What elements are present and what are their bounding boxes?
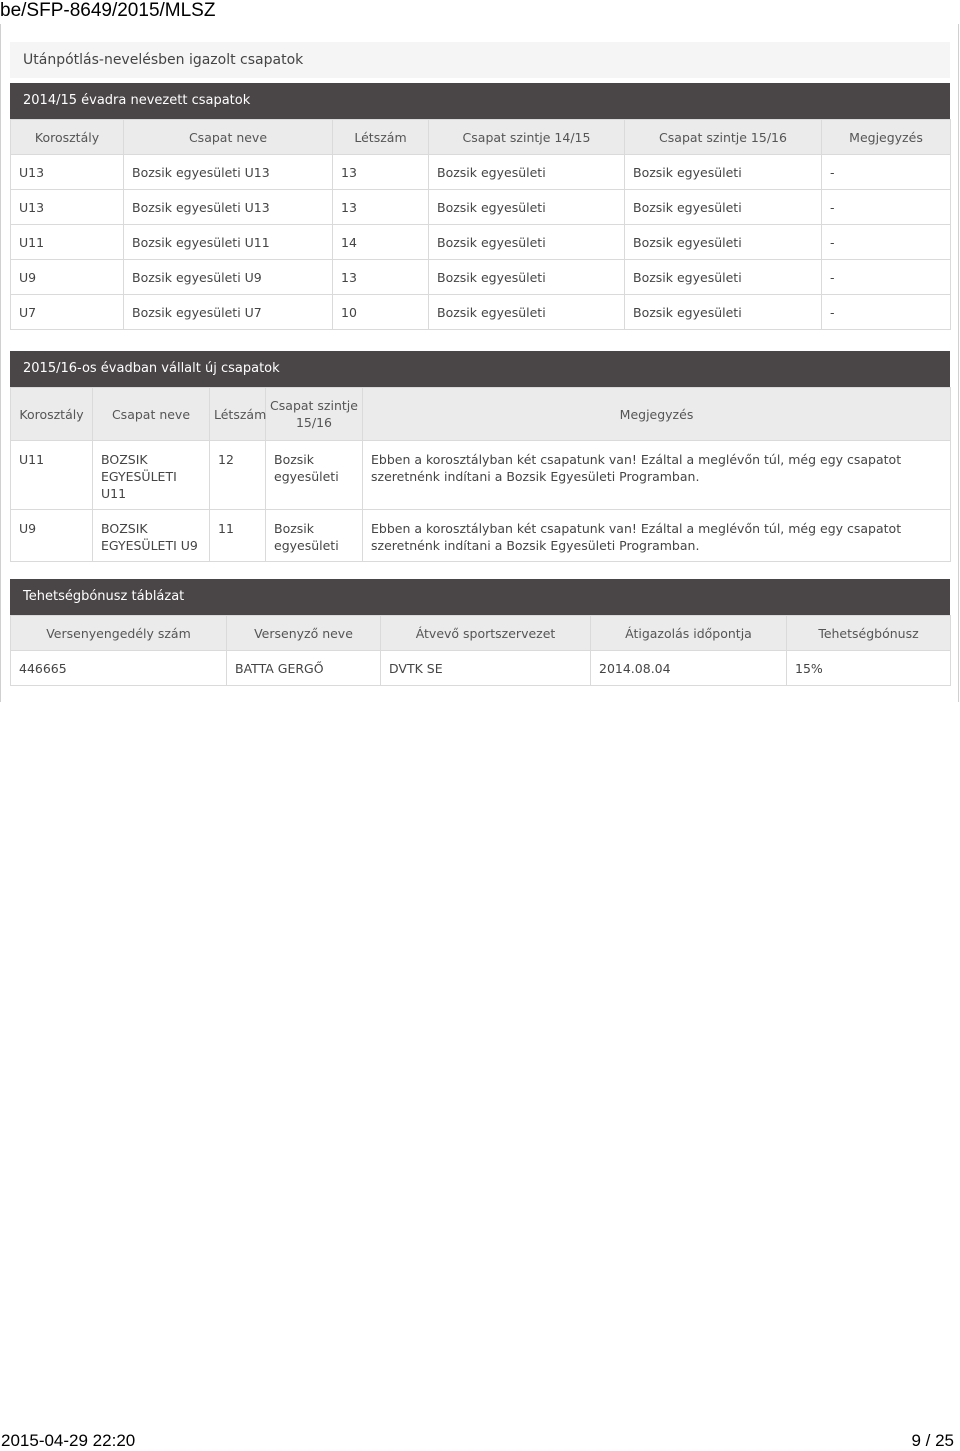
table-cell: BATTA GERGŐ [227, 651, 381, 686]
teams-2014-15-card [10, 83, 950, 330]
table-cell: U9 [11, 260, 124, 295]
table-cell: - [822, 155, 951, 190]
column-header: Megjegyzés [363, 388, 951, 441]
table-cell: Bozsik egyesületi [625, 260, 822, 295]
table-cell: Bozsik egyesületi [266, 441, 363, 510]
table-header-row [11, 388, 951, 441]
teams-2014-15-header: 2014/15 évadra nevezett csapatok [10, 83, 950, 119]
table-cell: Bozsik egyesületi U9 [124, 260, 333, 295]
table-cell: Bozsik egyesületi U11 [124, 225, 333, 260]
column-header: Átvevő sportszervezet [381, 616, 591, 651]
table-cell: - [822, 225, 951, 260]
column-header: Korosztály [11, 120, 124, 155]
table-row [11, 225, 951, 260]
table-cell: U11 [11, 441, 93, 510]
table-cell: U13 [11, 190, 124, 225]
table-cell: Bozsik egyesületi [429, 155, 625, 190]
column-header: Átigazolás időpontja [591, 616, 787, 651]
table-cell: U13 [11, 155, 124, 190]
table-cell: DVTK SE [381, 651, 591, 686]
table-cell: U11 [11, 225, 124, 260]
table-row [11, 260, 951, 295]
table-row [11, 510, 951, 562]
table-cell: Bozsik egyesületi [625, 190, 822, 225]
table-header-row [11, 120, 951, 155]
section-title: Utánpótlás-nevelésben igazolt csapatok [10, 42, 950, 78]
table-row [11, 441, 951, 510]
table-cell: Bozsik egyesületi [429, 225, 625, 260]
table-cell: Bozsik egyesületi U13 [124, 190, 333, 225]
table-cell: 13 [333, 260, 429, 295]
table-cell: U9 [11, 510, 93, 562]
table-row [11, 295, 951, 330]
column-header: Korosztály [11, 388, 93, 441]
table-cell: - [822, 260, 951, 295]
table-cell: Bozsik egyesületi [429, 260, 625, 295]
table-cell: Bozsik egyesületi [266, 510, 363, 562]
table-cell: - [822, 190, 951, 225]
table-cell: Bozsik egyesületi [429, 190, 625, 225]
table-row [11, 190, 951, 225]
column-header: Tehetségbónusz [787, 616, 951, 651]
table-cell: - [822, 295, 951, 330]
talent-bonus-header: Tehetségbónusz táblázat [10, 579, 950, 615]
table-cell: BOZSIK EGYESÜLETI U9 [93, 510, 210, 562]
column-header: Csapat szintje 15/16 [266, 388, 363, 441]
table-cell: 13 [333, 190, 429, 225]
table-cell: 14 [333, 225, 429, 260]
footer-timestamp: 2015-04-29 22:20 [1, 1431, 136, 1450]
table-cell: Bozsik egyesületi [625, 225, 822, 260]
table-cell: 2014.08.04 [591, 651, 787, 686]
table-cell: 11 [210, 510, 266, 562]
column-header: Csapat szintje 14/15 [429, 120, 625, 155]
table-cell: U7 [11, 295, 124, 330]
column-header: Létszám [333, 120, 429, 155]
table-cell: 12 [210, 441, 266, 510]
table-cell: 15% [787, 651, 951, 686]
new-teams-2015-16-table [10, 387, 951, 562]
column-header: Versenyző neve [227, 616, 381, 651]
column-header: Csapat neve [124, 120, 333, 155]
column-header: Versenyengedély szám [11, 616, 227, 651]
table-cell: 13 [333, 155, 429, 190]
table-cell: BOZSIK EGYESÜLETI U11 [93, 441, 210, 510]
table-cell: Ebben a korosztályban két csapatunk van! Ezáltal a meglévőn túl, még egy csapatot szeretnénk indítani a Bozsik Egyesületi Programban. [363, 510, 951, 562]
table-row [11, 651, 951, 686]
page-number: 9 / 25 [911, 1431, 954, 1450]
column-header: Csapat neve [93, 388, 210, 441]
talent-bonus-card [10, 579, 950, 686]
table-cell: Ebben a korosztályban két csapatunk van! Ezáltal a meglévőn túl, még egy csapatot szeretnénk indítani a Bozsik Egyesületi Programban. [363, 441, 951, 510]
table-cell: 10 [333, 295, 429, 330]
table-cell: Bozsik egyesületi [429, 295, 625, 330]
teams-2014-15-table [10, 119, 951, 330]
document-reference: be/SFP-8649/2015/MLSZ [0, 0, 216, 21]
new-teams-2015-16-header: 2015/16-os évadban vállalt új csapatok [10, 351, 950, 387]
column-header: Létszám [210, 388, 266, 441]
table-cell: Bozsik egyesületi U7 [124, 295, 333, 330]
column-header: Csapat szintje 15/16 [625, 120, 822, 155]
talent-bonus-table [10, 615, 951, 686]
table-cell: Bozsik egyesületi [625, 155, 822, 190]
table-cell: 446665 [11, 651, 227, 686]
table-cell: Bozsik egyesületi [625, 295, 822, 330]
table-cell: Bozsik egyesületi U13 [124, 155, 333, 190]
table-header-row [11, 616, 951, 651]
table-row [11, 155, 951, 190]
new-teams-2015-16-card [10, 351, 950, 562]
column-header: Megjegyzés [822, 120, 951, 155]
